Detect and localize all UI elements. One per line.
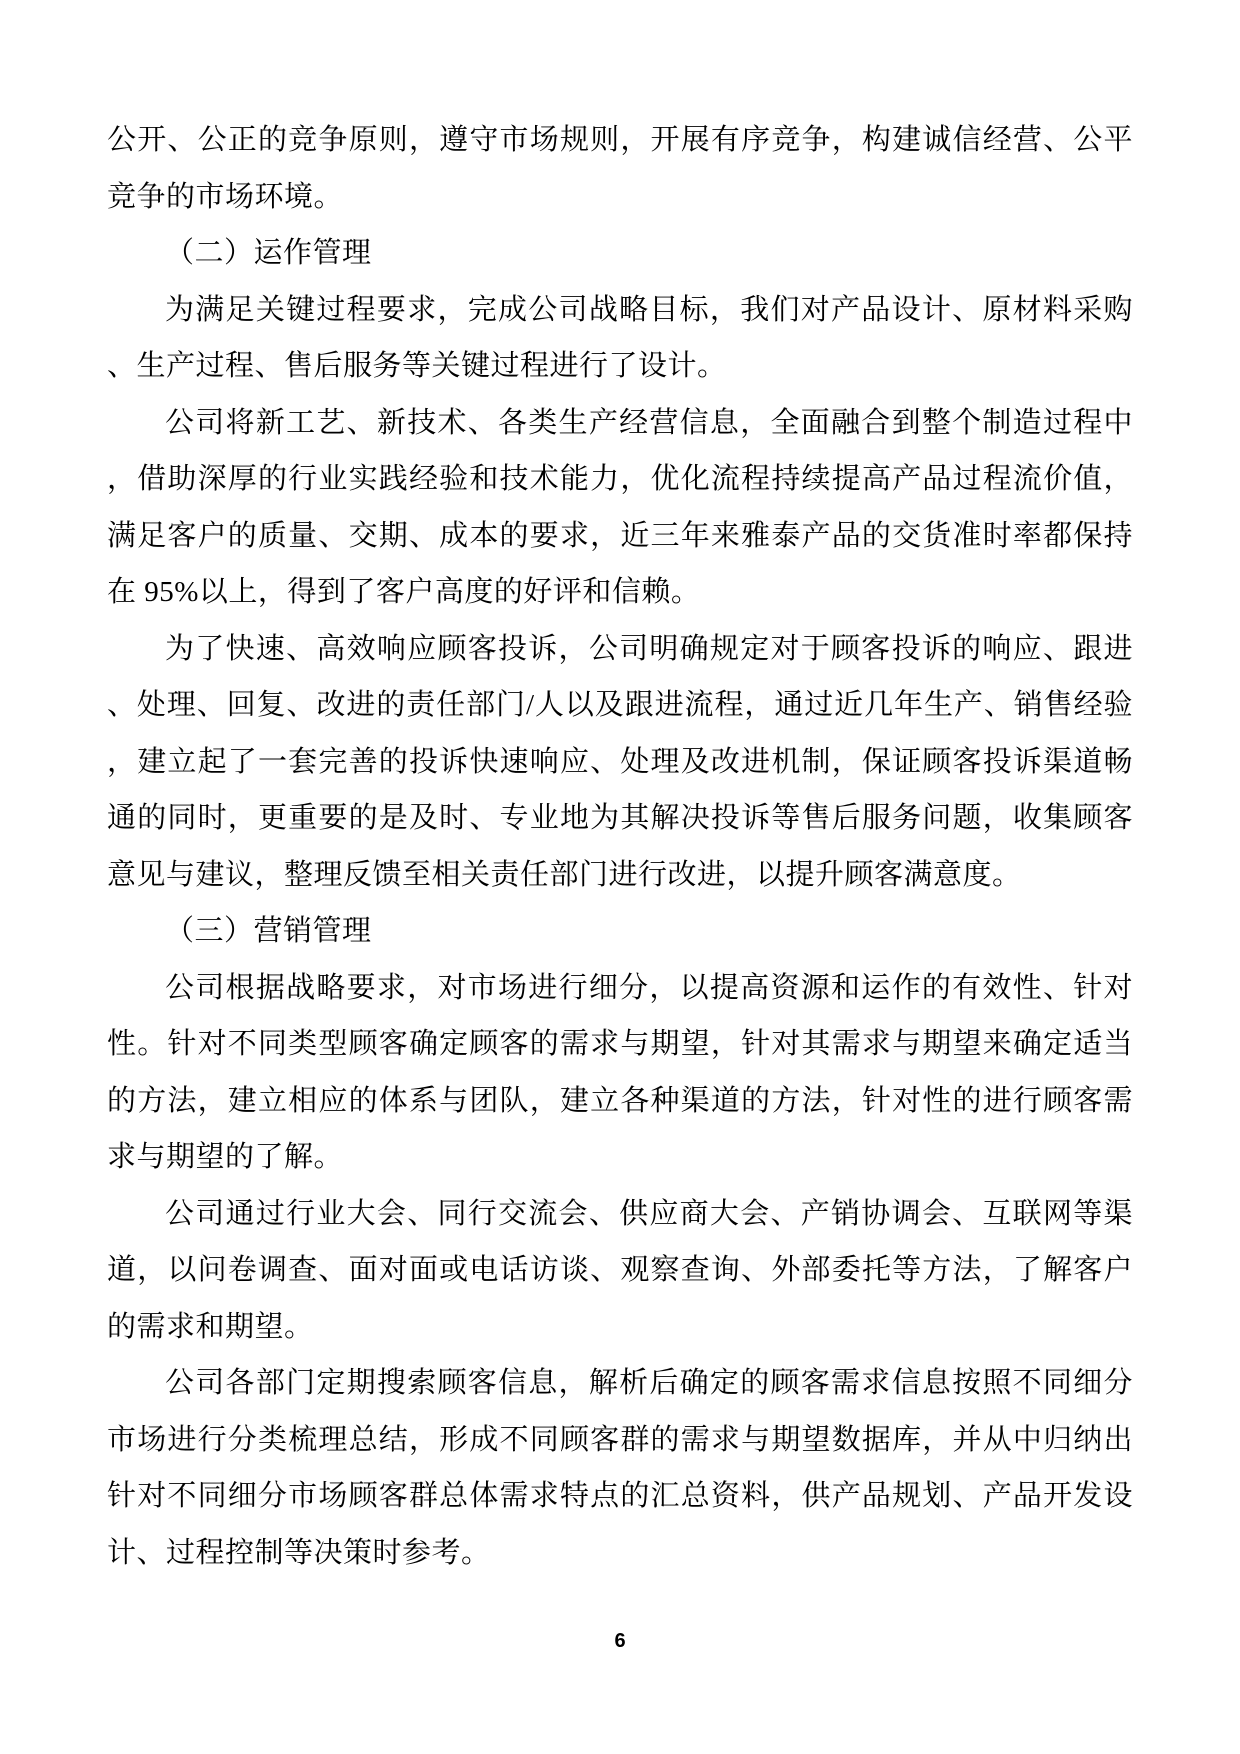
- paragraph: [107, 621, 1133, 904]
- text-line: 公开、公正的竞争原则，遵守市场规则，开展有序竞争，构建诚信经营、公平: [107, 124, 1133, 156]
- section-heading: [107, 225, 1133, 282]
- text-line: 的方法，建立相应的体系与团队，建立各种渠道的方法，针对性的进行顾客需: [107, 1084, 1133, 1117]
- paragraph: [107, 960, 1133, 1186]
- text-line: 满足客户的质量、交期、成本的要求，近三年来雅泰产品的交货准时率都保持: [107, 519, 1133, 552]
- paragraph: [107, 1186, 1133, 1356]
- text-line: 计、过程控制等决策时参考。: [107, 1536, 491, 1569]
- text-line: 在 95%以上，得到了客户高度的好评和信赖。: [107, 576, 701, 608]
- text-line: 为满足关键过程要求，完成公司战略目标，我们对产品设计、原材料采购: [165, 293, 1133, 326]
- text-line: （二）运作管理: [165, 237, 372, 269]
- text-line: 竞争的市场环境。: [107, 180, 344, 213]
- section-heading: [107, 903, 1133, 960]
- text-line: 针对不同细分市场顾客群总体需求特点的汇总资料，供产品规划、产品开发设: [107, 1480, 1133, 1512]
- text-line: 、处理、回复、改进的责任部门/人以及跟进流程，通过近几年生产、销售经验: [107, 689, 1133, 721]
- document-body: [107, 112, 1133, 1581]
- text-line: 公司通过行业大会、同行交流会、供应商大会、产销协调会、互联网等渠: [165, 1197, 1133, 1230]
- text-line: 公司将新工艺、新技术、各类生产经营信息，全面融合到整个制造过程中: [165, 406, 1133, 439]
- page-number: 6: [614, 1630, 626, 1652]
- text-line: 、生产过程、售后服务等关键过程进行了设计。: [107, 350, 727, 382]
- text-line: 性。针对不同类型顾客确定顾客的需求与期望，针对其需求与期望来确定适当: [107, 1028, 1133, 1060]
- text-line: ，建立起了一套完善的投诉快速响应、处理及改进机制，保证顾客投诉渠道畅: [107, 745, 1133, 778]
- paragraph: [107, 112, 1133, 225]
- text-line: 求与期望的了解。: [107, 1141, 344, 1173]
- text-line: 道，以问卷调查、面对面或电话访谈、观察查询、外部委托等方法，了解客户: [107, 1254, 1133, 1286]
- text-line: 公司各部门定期搜索顾客信息，解析后确定的顾客需求信息按照不同细分: [165, 1367, 1133, 1399]
- paragraph: [107, 1355, 1133, 1581]
- text-line: ，借助深厚的行业实践经验和技术能力，优化流程持续提高产品过程流价值，: [107, 463, 1133, 495]
- text-line: 为了快速、高效响应顾客投诉，公司明确规定对于顾客投诉的响应、跟进: [165, 632, 1133, 665]
- text-line: （三）营销管理: [165, 915, 372, 947]
- text-line: 通的同时，更重要的是及时、专业地为其解决投诉等售后服务问题，收集顾客: [107, 802, 1133, 834]
- paragraph: [107, 395, 1133, 621]
- paragraph: [107, 282, 1133, 395]
- text-line: 意见与建议，整理反馈至相关责任部门进行改进，以提升顾客满意度。: [107, 858, 1022, 891]
- text-line: 公司根据战略要求，对市场进行细分，以提高资源和运作的有效性、针对: [165, 971, 1133, 1004]
- text-line: 市场进行分类梳理总结，形成不同顾客群的需求与期望数据库，并从中归纳出: [107, 1423, 1133, 1456]
- text-line: 的需求和期望。: [107, 1310, 314, 1343]
